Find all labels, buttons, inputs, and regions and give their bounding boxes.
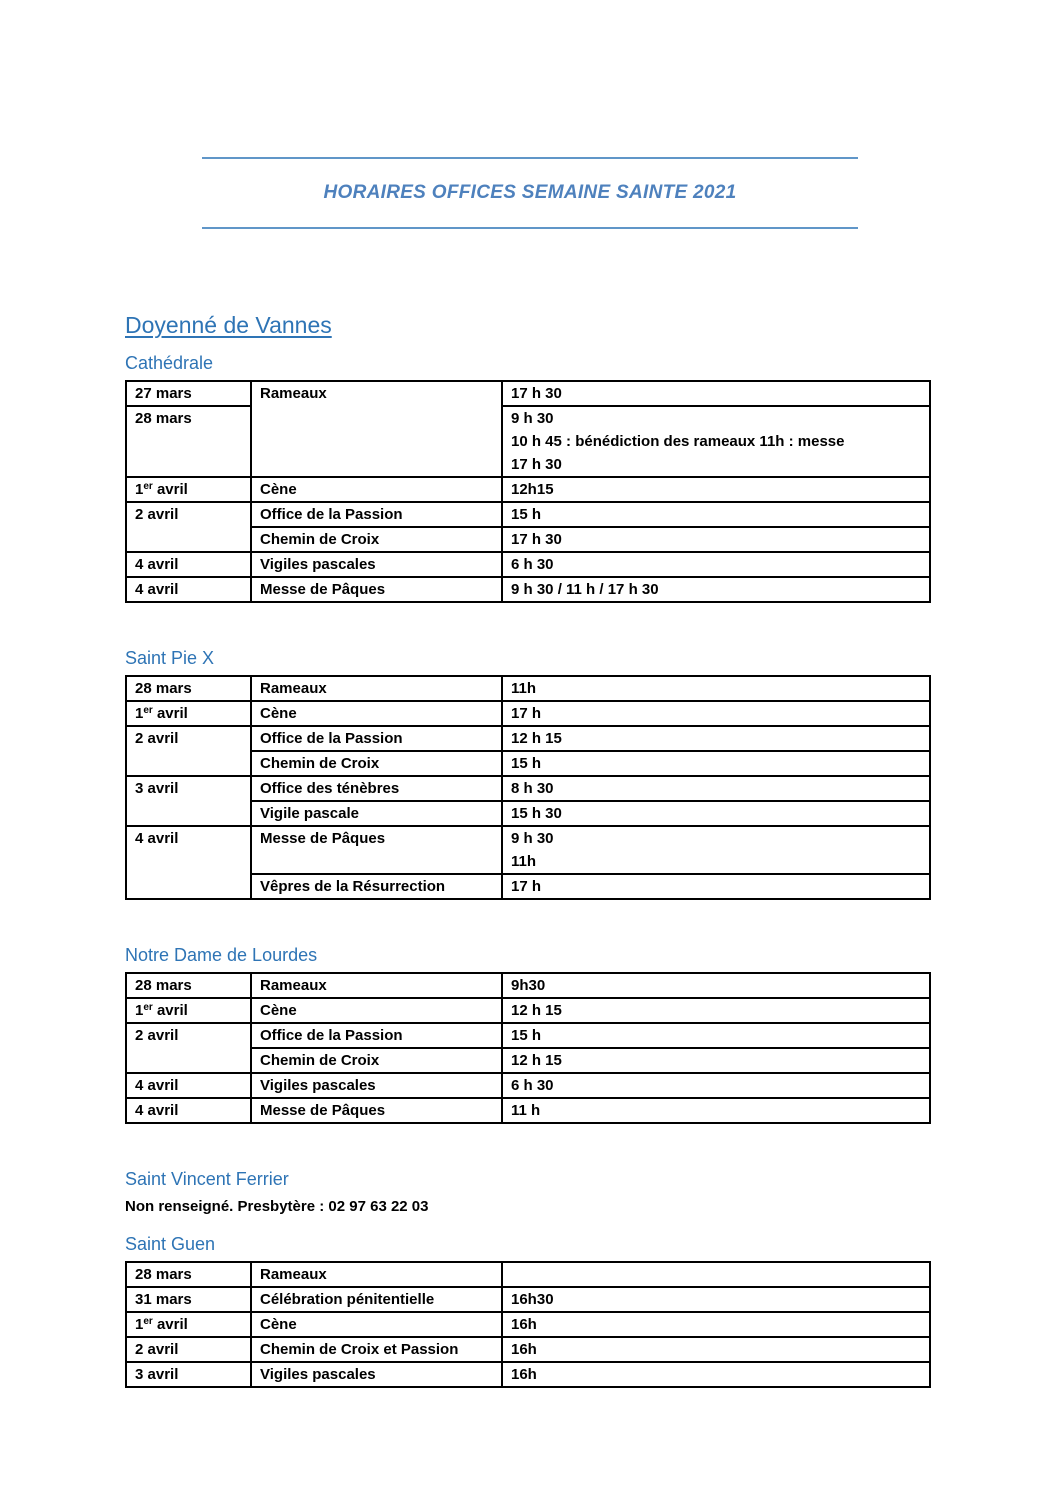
schedule-row xyxy=(126,1073,930,1098)
time-cell: 17 h xyxy=(502,874,930,899)
schedule-row xyxy=(126,776,930,801)
date-cell: 3 avril xyxy=(126,1362,251,1387)
date-cell: 28 mars xyxy=(126,676,251,701)
schedule-row xyxy=(126,998,930,1023)
time-cell: 9 h 30 / 11 h / 17 h 30 xyxy=(502,577,930,602)
church-section xyxy=(125,352,935,603)
deanery-heading: Doyenné de Vannes xyxy=(125,312,332,338)
time-line: 9 h 30 xyxy=(511,410,554,427)
service-cell: Office de la Passion xyxy=(251,502,502,527)
ordinal-superscript: er xyxy=(143,481,153,492)
time-cell: 11 h xyxy=(502,1098,930,1123)
schedule-row xyxy=(126,676,930,701)
time-cell: 15 h 30 xyxy=(502,801,930,826)
time-cell: 12 h 15 xyxy=(502,726,930,751)
ordinal-superscript: er xyxy=(143,705,153,716)
church-heading: Saint Pie X xyxy=(125,648,215,668)
date-cell: 1er avril xyxy=(126,998,251,1023)
date-cell: 2 avril xyxy=(126,502,251,552)
service-cell: Cène xyxy=(251,701,502,726)
service-cell: Cène xyxy=(251,1312,502,1337)
schedule-table xyxy=(125,675,931,900)
date-cell: 28 mars xyxy=(126,973,251,998)
time-cell: 8 h 30 xyxy=(502,776,930,801)
date-cell: 1er avril xyxy=(126,1312,251,1337)
document-title: HORAIRES OFFICES SEMAINE SAINTE 2021 xyxy=(323,182,737,203)
schedule-row xyxy=(126,726,930,751)
service-cell: Cène xyxy=(251,998,502,1023)
date-cell: 4 avril xyxy=(126,552,251,577)
title-block xyxy=(202,157,858,229)
date-cell: 28 mars xyxy=(126,1262,251,1287)
time-cell: 16h xyxy=(502,1312,930,1337)
schedule-row xyxy=(126,577,930,602)
schedule-row xyxy=(126,1312,930,1337)
schedule-row xyxy=(126,1362,930,1387)
service-cell: Cène xyxy=(251,477,502,502)
service-cell: Office de la Passion xyxy=(251,1023,502,1048)
service-cell: Vêpres de la Résurrection xyxy=(251,874,502,899)
schedule-row xyxy=(126,477,930,502)
date-cell: 2 avril xyxy=(126,1337,251,1362)
church-sections xyxy=(125,352,935,1388)
service-cell: Messe de Pâques xyxy=(251,1098,502,1123)
time-cell: 12 h 15 xyxy=(502,998,930,1023)
schedule-table xyxy=(125,972,931,1124)
schedule-row xyxy=(126,701,930,726)
service-cell: Vigiles pascales xyxy=(251,1362,502,1387)
service-cell: Rameaux xyxy=(251,381,502,477)
date-cell: 4 avril xyxy=(126,826,251,899)
service-cell: Messe de Pâques xyxy=(251,577,502,602)
time-cell: 15 h xyxy=(502,502,930,527)
time-cell: 16h xyxy=(502,1362,930,1387)
service-cell: Rameaux xyxy=(251,973,502,998)
service-cell: Chemin de Croix xyxy=(251,527,502,552)
date-cell: 2 avril xyxy=(126,1023,251,1073)
church-section xyxy=(125,1168,935,1217)
time-cell: 12h15 xyxy=(502,477,930,502)
service-cell: Chemin de Croix xyxy=(251,1048,502,1073)
time-cell: 6 h 30 xyxy=(502,1073,930,1098)
schedule-row xyxy=(126,973,930,998)
ordinal-superscript: er xyxy=(143,1316,153,1327)
service-cell: Chemin de Croix xyxy=(251,751,502,776)
church-section xyxy=(125,1233,935,1388)
schedule-row xyxy=(126,1023,930,1048)
schedule-row xyxy=(126,1287,930,1312)
schedule-row xyxy=(126,381,930,406)
church-section xyxy=(125,647,935,900)
time-cell: 16h30 xyxy=(502,1287,930,1312)
time-cell xyxy=(502,406,930,477)
schedule-row xyxy=(126,1337,930,1362)
time-cell: 15 h xyxy=(502,1023,930,1048)
church-heading: Notre Dame de Lourdes xyxy=(125,945,318,965)
service-cell: Office de la Passion xyxy=(251,726,502,751)
time-line: 11h xyxy=(511,853,537,870)
date-cell: 2 avril xyxy=(126,726,251,776)
time-line: 17 h 30 xyxy=(511,456,562,473)
schedule-table xyxy=(125,380,931,603)
date-cell: 1er avril xyxy=(126,477,251,502)
date-cell: 4 avril xyxy=(126,1098,251,1123)
time-line: 9 h 30 xyxy=(511,830,554,847)
time-cell: 15 h xyxy=(502,751,930,776)
church-note: Non renseigné. Presbytère : 02 97 63 22 03 xyxy=(125,1198,429,1215)
time-cell: 16h xyxy=(502,1337,930,1362)
time-cell: 6 h 30 xyxy=(502,552,930,577)
church-heading: Saint Vincent Ferrier xyxy=(125,1169,289,1189)
date-cell: 3 avril xyxy=(126,776,251,826)
ordinal-superscript: er xyxy=(143,1002,153,1013)
time-cell: 11h xyxy=(502,676,930,701)
schedule-row xyxy=(126,552,930,577)
service-cell: Vigile pascale xyxy=(251,801,502,826)
church-section xyxy=(125,944,935,1124)
schedule-row xyxy=(126,826,930,874)
church-heading: Saint Guen xyxy=(125,1234,216,1254)
church-heading: Cathédrale xyxy=(125,353,214,373)
time-cell xyxy=(502,1262,930,1287)
time-cell: 17 h xyxy=(502,701,930,726)
schedule-row xyxy=(126,1262,930,1287)
schedule-row xyxy=(126,1098,930,1123)
service-cell: Rameaux xyxy=(251,676,502,701)
service-cell: Chemin de Croix et Passion xyxy=(251,1337,502,1362)
service-cell: Vigiles pascales xyxy=(251,1073,502,1098)
service-cell: Rameaux xyxy=(251,1262,502,1287)
time-cell: 12 h 15 xyxy=(502,1048,930,1073)
service-cell: Célébration pénitentielle xyxy=(251,1287,502,1312)
date-cell: 4 avril xyxy=(126,577,251,602)
time-cell: 17 h 30 xyxy=(502,527,930,552)
date-cell: 1er avril xyxy=(126,701,251,726)
date-cell: 27 mars xyxy=(126,381,251,406)
time-cell: 17 h 30 xyxy=(502,381,930,406)
schedule-row xyxy=(126,502,930,527)
service-cell: Vigiles pascales xyxy=(251,552,502,577)
time-line: 10 h 45 : bénédiction des rameaux 11h : messe xyxy=(511,433,845,450)
time-cell xyxy=(502,826,930,874)
date-cell: 28 mars xyxy=(126,406,251,477)
title-rule-bottom xyxy=(202,227,858,229)
service-cell: Messe de Pâques xyxy=(251,826,502,874)
document-body xyxy=(125,311,935,1388)
service-cell: Office des ténèbres xyxy=(251,776,502,801)
time-cell: 9h30 xyxy=(502,973,930,998)
schedule-row xyxy=(126,406,930,477)
date-cell: 31 mars xyxy=(126,1287,251,1312)
date-cell: 4 avril xyxy=(126,1073,251,1098)
schedule-table xyxy=(125,1261,931,1388)
